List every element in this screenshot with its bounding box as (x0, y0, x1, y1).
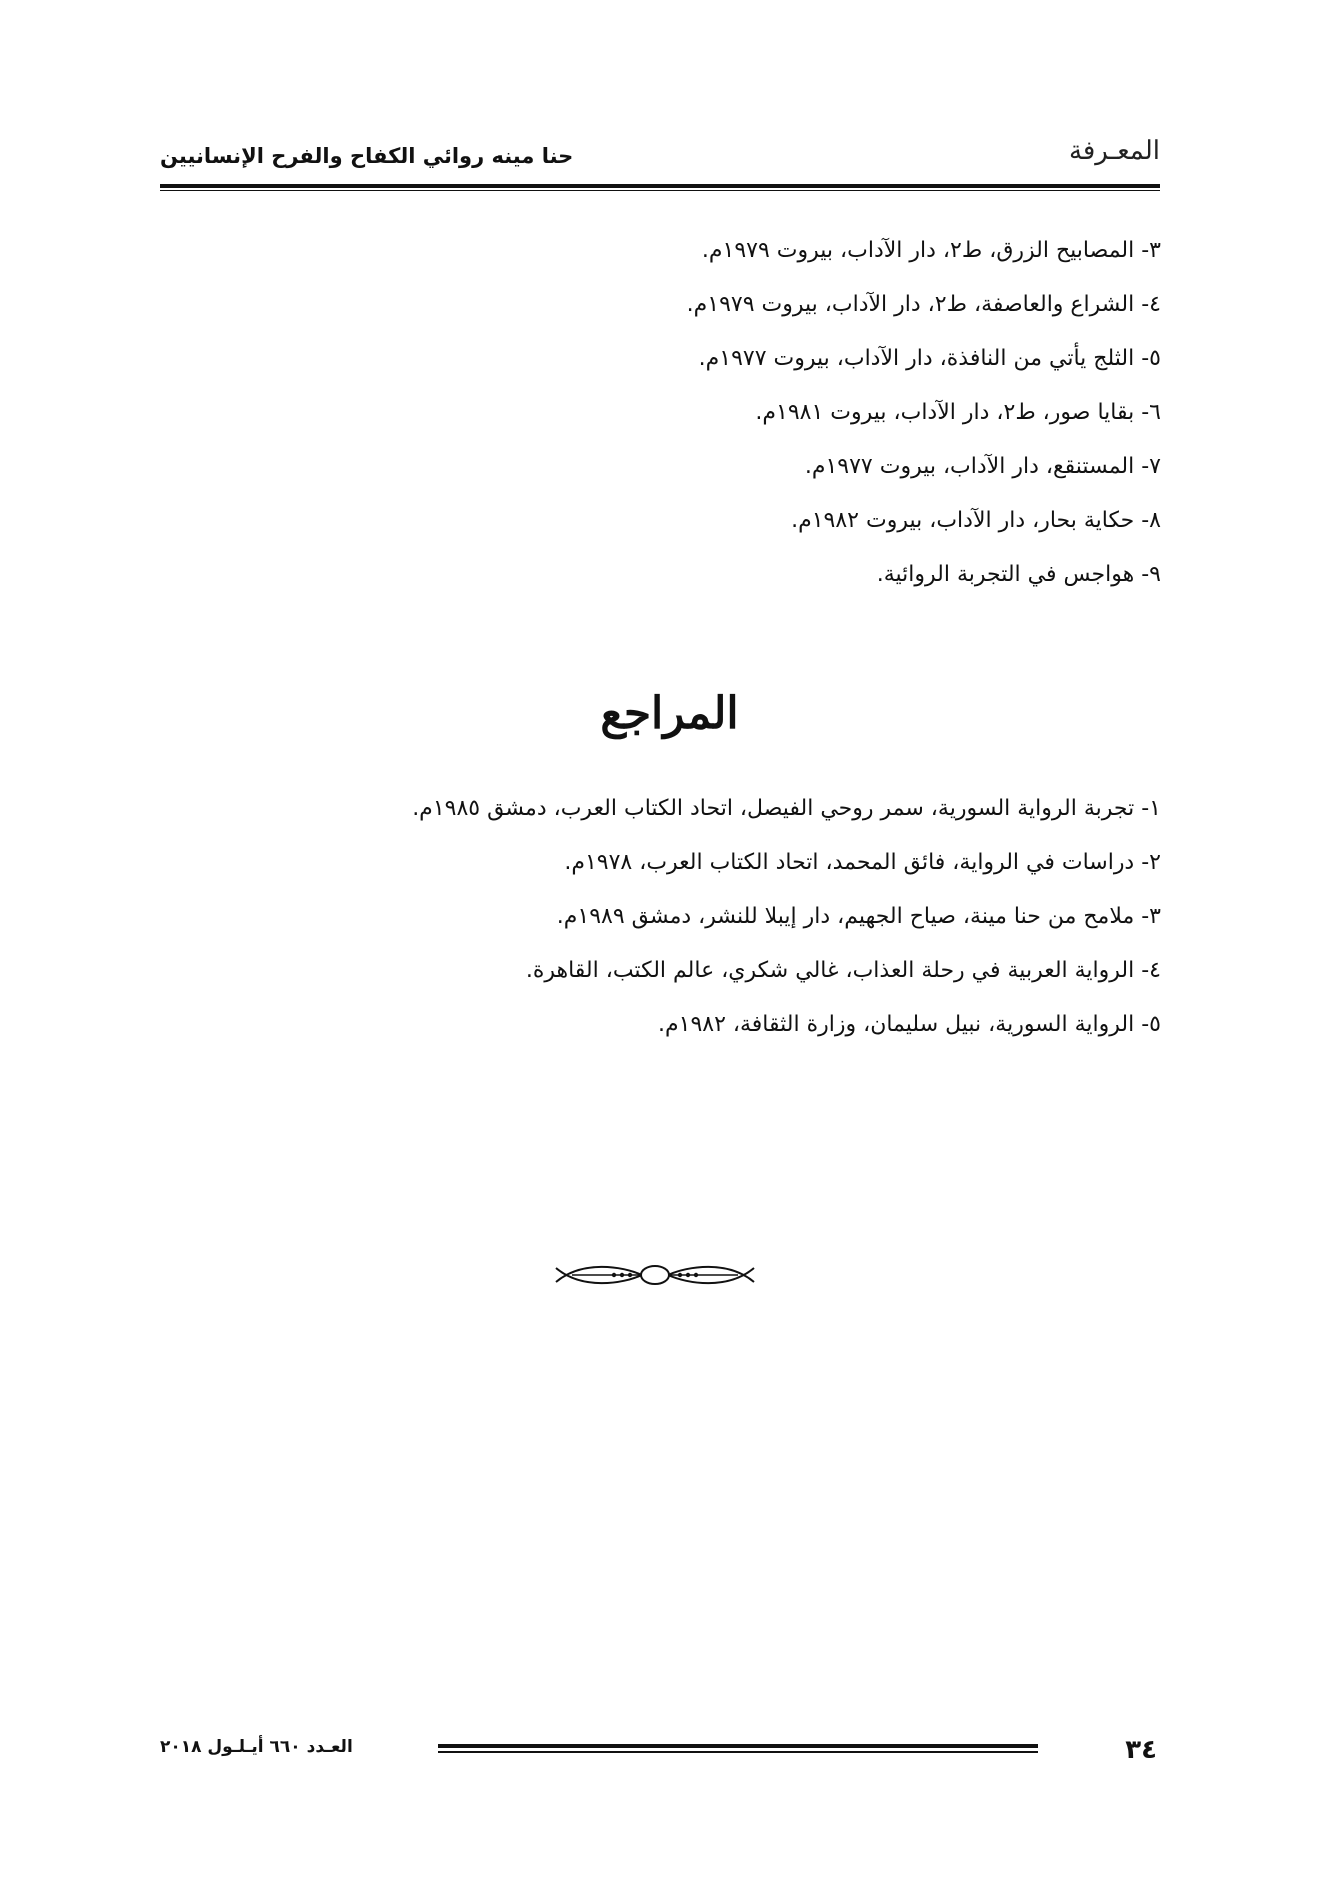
reference-item: ٣- ملامح من حنا مينة، صياح الجهيم، دار إيبلا للنشر، دمشق ١٩٨٩م. (556, 904, 1161, 929)
running-header (160, 130, 1160, 186)
reference-item: ٤- الرواية العربية في رحلة العذاب، غالي شكري، عالم الكتب، القاهرة. (525, 958, 1161, 983)
article-title: حنا مينه روائي الكفاح والفرح الإنسانيين (160, 144, 574, 168)
ornament-divider-icon (552, 1252, 758, 1298)
works-item: ٨- حكاية بحار، دار الآداب، بيروت ١٩٨٢م. (791, 508, 1161, 533)
footer-divider (438, 1744, 1038, 1753)
works-item: ٧- المستنقع، دار الآداب، بيروت ١٩٧٧م. (804, 454, 1161, 479)
reference-item: ٥- الرواية السورية، نبيل سليمان، وزارة الثقافة، ١٩٨٢م. (658, 1012, 1161, 1037)
references-heading: المراجع (600, 688, 739, 739)
reference-item: ١- تجربة الرواية السورية، سمر روحي الفيصل، اتحاد الكتاب العرب، دمشق ١٩٨٥م. (412, 796, 1161, 821)
references-list (412, 794, 1161, 1064)
works-item: ٦- بقايا صور، ط٢، دار الآداب، بيروت ١٩٨١م. (755, 400, 1161, 425)
page-number: ٣٤ (1125, 1735, 1157, 1765)
works-list (687, 236, 1161, 614)
works-item: ٣- المصابيح الزرق، ط٢، دار الآداب، بيروت ١٩٧٩م. (701, 238, 1161, 263)
magazine-logo: المعـرفة (1068, 136, 1160, 166)
works-item: ٩- هواجس في التجربة الروائية. (876, 562, 1161, 587)
header-divider (160, 184, 1160, 191)
works-item: ٤- الشراع والعاصفة، ط٢، دار الآداب، بيروت ١٩٧٩م. (686, 292, 1161, 317)
issue-info: العـدد ٦٦٠ أيـلـول ٢٠١٨ (160, 1737, 353, 1757)
works-item: ٥- الثلج يأتي من النافذة، دار الآداب، بيروت ١٩٧٧م. (698, 346, 1161, 371)
reference-item: ٢- دراسات في الرواية، فائق المحمد، اتحاد الكتاب العرب، ١٩٧٨م. (564, 850, 1161, 875)
